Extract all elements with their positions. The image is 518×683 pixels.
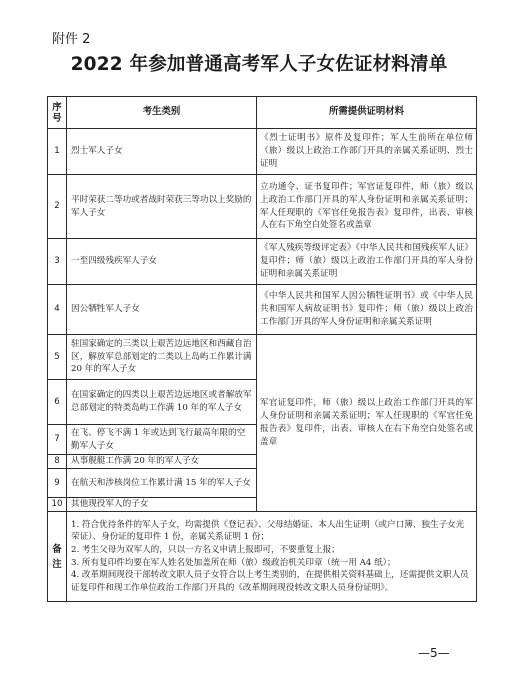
note-item: 4. 改革期间现役干部转改文职人员子女符合以上考生类别的，在提供相关资料基础上，还需提供文职人员证复印件和现工作单位政治工作部门开具的《改革期间现役转改文职人员身份证明》。 — [71, 570, 469, 593]
materials-table — [47, 96, 477, 602]
header-materials: 所需提供证明材料 — [257, 97, 477, 129]
row-number: 9 — [48, 469, 67, 498]
table-header-row — [48, 97, 477, 129]
row-category: 烈士军人子女 — [67, 129, 257, 175]
row-category: 在飞、停飞不满 1 年或达到飞行最高年限的空勤军人子女 — [67, 425, 257, 455]
attachment-label: 附件 2 — [52, 32, 91, 47]
notes-row — [48, 512, 477, 602]
row-materials: 《烈士证明书》原件及复印件；军人生前所在单位师（旅）级以上政治工作部门开具的亲属关系证明、烈士证明 — [257, 129, 477, 175]
table-row — [48, 335, 477, 380]
row-category: 其他现役军人的子女 — [67, 498, 257, 512]
row-category: 从事舰艇工作满 20 年的军人子女 — [67, 455, 257, 469]
note-item: 2. 考生父母为双军人的，只以一方名义申请上报即可，不要重复上报； — [71, 544, 340, 555]
row-number: 8 — [48, 455, 67, 469]
row-number: 5 — [48, 335, 67, 380]
note-item: 1. 符合优待条件的军人子女，均需提供《登记表》、父母结婚证、本人出生证明（或户口簿、独生子女光荣证）、身份证的复印件 1 份，亲属关系证明 1 份； — [71, 519, 465, 543]
table-row — [48, 239, 477, 285]
notes-label — [48, 512, 67, 602]
table-row — [48, 175, 477, 239]
row-number: 1 — [48, 129, 67, 175]
notes-label-char: 注 — [52, 558, 62, 570]
row-number: 4 — [48, 285, 67, 335]
notes-label-char: 备 — [52, 543, 62, 555]
row-number: 10 — [48, 498, 67, 512]
row-number: 7 — [48, 425, 67, 455]
page-number: —5— — [418, 646, 450, 660]
document-title: 2022 年参加普通高考军人子女佐证材料清单 — [70, 54, 448, 75]
row-materials: 立功通令、证书复印件；军官证复印件，师（旅）级以上政治工作部门开具的军人身份证明和亲属关系证明；军人任现职的《军官任免报告表》复印件，出表、审核人在右下角空白处签名或盖章 — [257, 175, 477, 239]
row-category: 平时荣获二等功或者战时荣获三等功以上奖励的军人子女 — [67, 175, 257, 239]
row-number: 3 — [48, 239, 67, 285]
shared-materials: 军官证复印件，师（旅）级以上政治工作部门开具的军人身份证明和亲属关系证明；军人任现职的《军官任免报告表》复印件，出表、审核人在右下角空白处签名或盖章 — [257, 335, 477, 512]
row-category: 在国家确定的四类以上艰苦边远地区或者解放军总部划定的特类岛屿工作满 10 年的军人子女 — [67, 380, 257, 425]
table-row — [48, 285, 477, 335]
table-row — [48, 129, 477, 175]
row-number: 6 — [48, 380, 67, 425]
notes-content — [67, 512, 477, 602]
header-category: 考生类别 — [67, 97, 257, 129]
row-category: 在航天和涉核岗位工作累计满 15 年的军人子女 — [67, 469, 257, 498]
header-no: 序号 — [48, 97, 67, 129]
row-materials: 《中华人民共和国军人因公牺牲证明书》或《中华人民共和国军人病故证明书》复印件；师（旅）级以上政治工作部门开具的军人身份证明和亲属关系证明 — [257, 285, 477, 335]
row-category: 因公牺牲军人子女 — [67, 285, 257, 335]
row-category: 一至四级残疾军人子女 — [67, 239, 257, 285]
row-materials: 《军人残疾等级评定表》《中华人民共和国残疾军人证》复印件；师（旅）级以上政治工作部门开具的军人身份证明和亲属关系证明 — [257, 239, 477, 285]
note-item: 3. 所有复印件均要在军人姓名处加盖所在师（旅）级政治机关印章（统一用 A4 纸）； — [71, 557, 396, 568]
notes-label-text — [48, 542, 66, 572]
row-category: 驻国家确定的三类以上艰苦边远地区和西藏自治区，解放军总部划定的二类以上岛屿工作累计满 20 年的军人子女 — [67, 335, 257, 380]
row-number: 2 — [48, 175, 67, 239]
